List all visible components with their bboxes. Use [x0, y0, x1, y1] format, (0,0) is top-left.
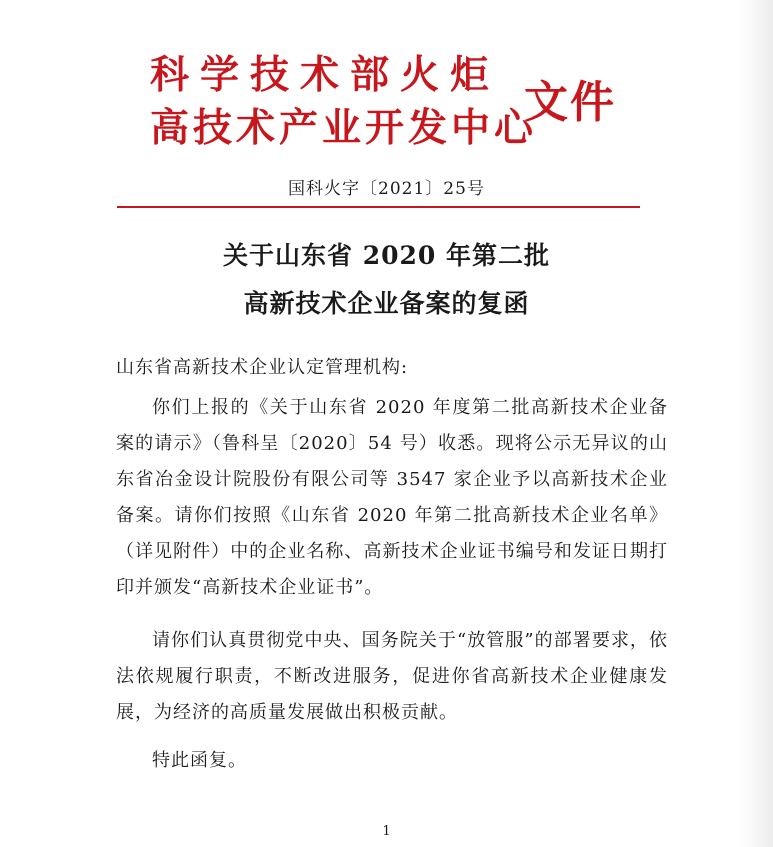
page-number: 1	[382, 824, 391, 839]
issuing-org-line-1: 科学技术部火炬	[150, 52, 501, 98]
salutation: 山东省高新技术企业认定管理机构:	[116, 357, 409, 378]
paragraph-text: 请你们认真贯彻党中央、国务院关于“放管服”的部署要求，依法依规履行职责，不断改进服务，促进你省高新技术企业健康发展，为经济的高质量发展做出积极贡献。	[116, 630, 668, 723]
document-title-line-2: 高新技术企业备案的复函	[243, 289, 530, 318]
body-paragraph-2	[116, 623, 668, 731]
body-paragraph-1	[116, 390, 668, 606]
closing-line	[116, 743, 668, 779]
issuing-org-line-2: 高技术产业开发中心	[150, 105, 538, 151]
document-number: 国科火字〔2021〕25号	[288, 179, 485, 199]
doc-type-label: 文件	[524, 77, 616, 128]
document-title-line-1: 关于山东省 2020 年第二批	[223, 241, 550, 270]
paragraph-text: 特此函复。	[152, 750, 247, 771]
paragraph-text: 你们上报的《关于山东省 2020 年度第二批高新技术企业备案的请示》（鲁科呈〔2020〕54 号）收悉。现将公示无异议的山东省冶金设计院股份有限公司等 3547 家企业予以高新技术企业备案。请你们按照《山东省 2020 年第二批高新技术企业名单》（详见附件）中的企业名称、高新技术企业证书编号和发证日期打印并颁发“高新技术企业证书”。	[116, 397, 668, 598]
page-edge-shadow	[739, 0, 773, 847]
red-separator-line	[117, 206, 640, 208]
